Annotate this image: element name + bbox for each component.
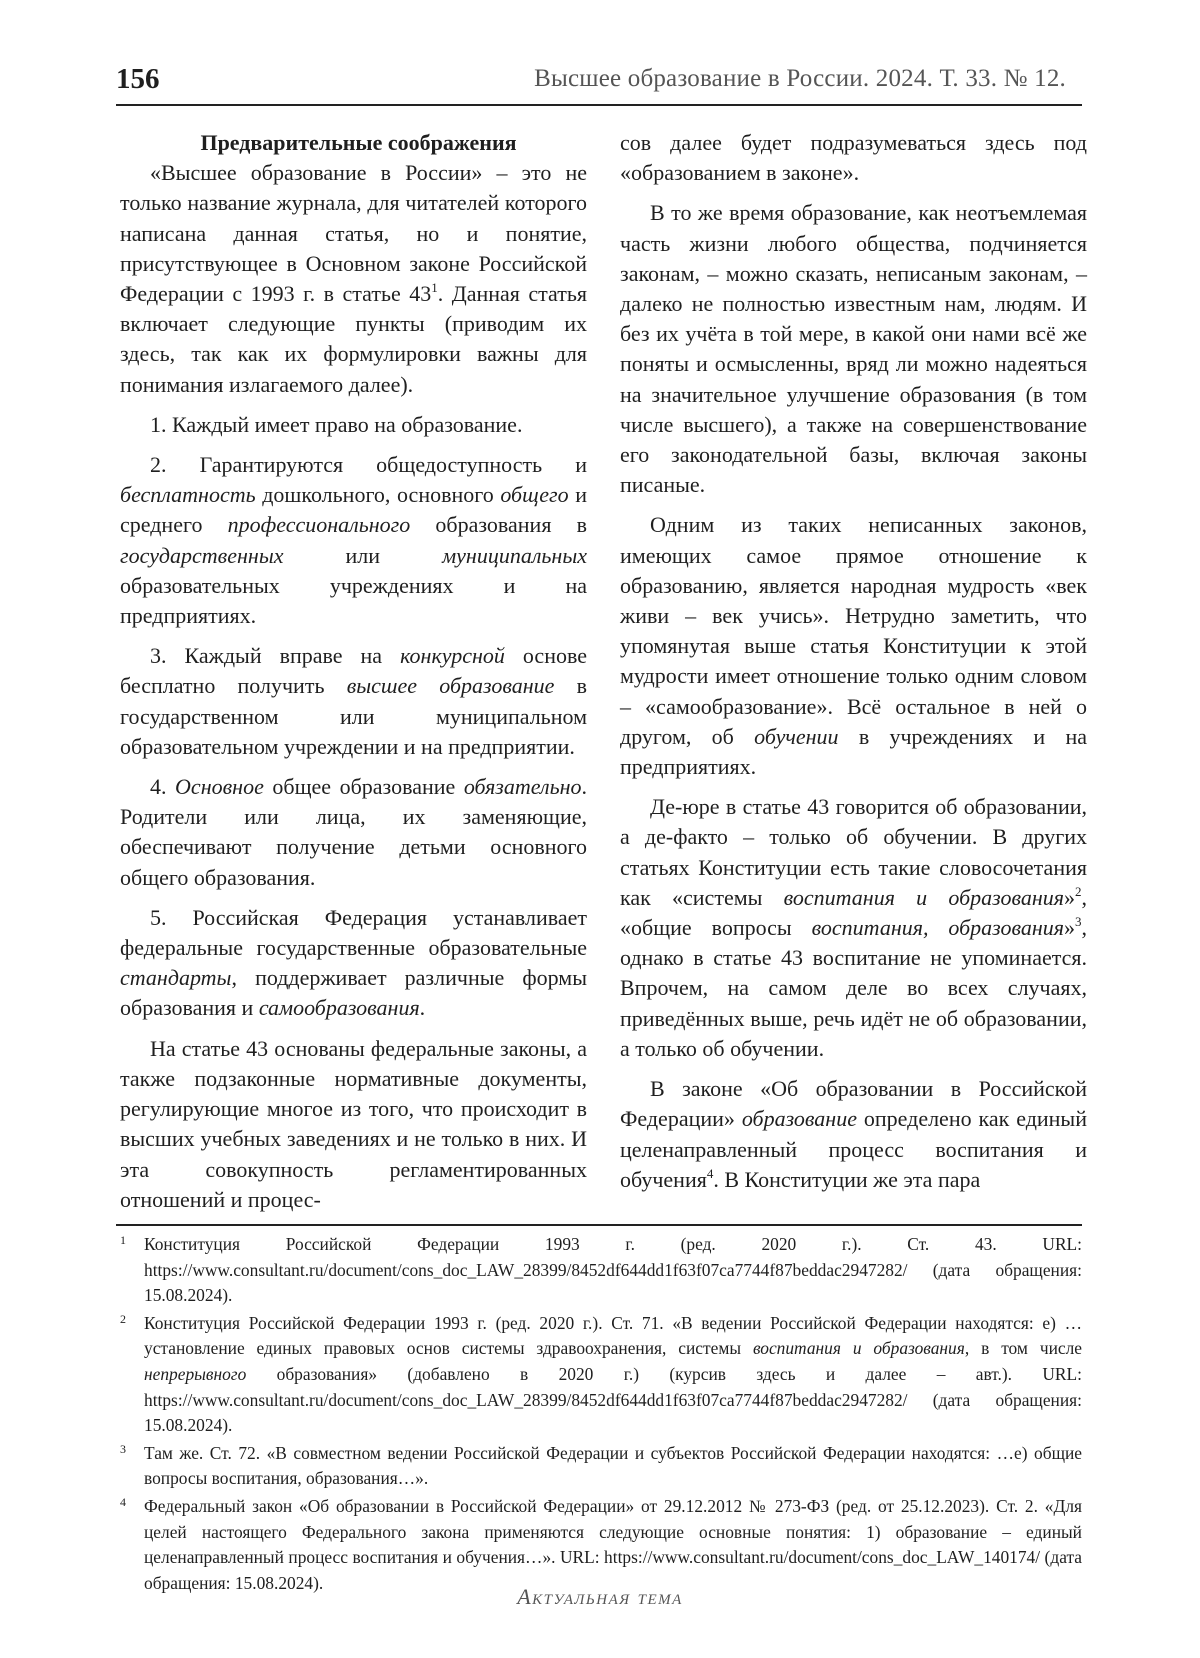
page-number: 156: [116, 63, 160, 95]
list-item: 4. Основное общее образование обязательно. Родители или лица, их заменяющие, обеспечивают получение детьми основного общего образования.: [120, 774, 588, 890]
paragraph: Одним из таких неписанных законов, имеющих самое прямое отношение к образованию, является народная мудрость «век живи – век учись». Нетрудно заметить, что упомянутая выше статья Конституции к этой мудрости имеет отношение только одним словом – «самообразование». Всё остальное в ней о другом, об обучении в учреждениях и на предприятиях.: [620, 512, 1087, 780]
paragraph: «Высшее образование в России» – это не только название журнала, для читателей которого написана данная статья, но и понятие, присутствующее в Основном законе Российской Федерации с 1993 г. в статье $43^1$. Данная статья включает следующие пункты (приводим их здесь, так как их формулировки важны для понимания излагаемого далее).: [120, 160, 587, 397]
left-column: [120, 128, 587, 1215]
footnote-rule: [116, 1224, 1082, 1226]
paragraph: сов далее будет подразумеваться здесь под «образованием в законе».: [620, 130, 1087, 186]
list-item: 3. Каждый вправе на конкурсной основе бесплатно получить высшее образование в государственном или муниципальном образовательном учреждении и на предприятии.: [120, 643, 588, 759]
footnote: 3 Там же. Ст. 72. «В совместном ведении Российской Федерации и субъектов Российской Федерации находятся: …е) общие вопросы воспитания, образования…».: [116, 1441, 1082, 1492]
footnote-ref[interactable]: 2: [1074, 883, 1082, 899]
running-title: Высшее образование в России. 2024. Т. 33. № 12.: [534, 65, 1066, 92]
paragraph: Де-юре в статье 43 говорится об образовании, а де-факто – только об обучении. В других статьях Конституции есть такие словосочетания как «системы воспитания и образования»$^2$, «общие вопросы воспитания, образования»$^3$, однако в статье 43 воспитание не упоминается. Впрочем, на самом деле во всех случаях, приведённых выше, речь идёт не об образовании, а только об обучении.: [620, 794, 1087, 1061]
footnote-ref[interactable]: 4: [706, 1165, 714, 1181]
footnote-mark: 4: [120, 1494, 126, 1509]
footnote: 2 Конституция Российской Федерации 1993 г. (ред. 2020 г.). Ст. 71. «В ведении Российской Федерации находятся: е) …установление единых правовых основ системы здравоохранения, системы воспитания и образования, в том числе непрерывного образования» (добавлено в 2020 г.) (курсив здесь и далее – авт.). URL: https://www.consultant.ru/document/cons_doc_LAW_28399/8452df644dd1f63f07ca7744f87beddac2947282/ (дата обращения: 15.08.2024).: [116, 1311, 1082, 1439]
list-item: 1. Каждый имеет право на образование.: [150, 411, 523, 437]
right-column: [620, 128, 1087, 1195]
footnote-ref[interactable]: 3: [1075, 914, 1082, 930]
footnote-mark: 3: [120, 1441, 126, 1456]
footnote-mark: 1: [120, 1233, 126, 1247]
paragraph: В то же время образование, как неотъемлемая часть жизни любого общества, подчиняется законам, – можно сказать, неписаным законам, – далеко не полностью известным нам, людям. И без их учёта в той мере, в какой они нами всё же поняты и осмысленны, вряд ли можно надеяться на значительное улучшение образования (в том числе высшего), а также на совершенствование его законодательной базы, включая законы писаные.: [620, 200, 1087, 498]
header-rule: [116, 104, 1082, 106]
paragraph: В законе «Об образовании в Российской Федерации» образование определено как единый целенаправленный процесс воспитания и обучения$^4$. В Конституции же эта пара: [620, 1076, 1087, 1192]
section-title: Предварительные соображения: [200, 130, 517, 155]
list-item: 2. Гарантируются общедоступность и бесплатность дошкольного, основного общего и среднего профессионального образования в государственных или муниципальных образовательных учреждениях и на предприятиях.: [120, 452, 587, 629]
footnote-ref[interactable]: 1: [431, 280, 438, 296]
paragraph: На статье 43 основаны федеральные законы, а также подзаконные нормативные документы, регулирующие многое из того, что происходит в высших учебных заведениях и не только в них. И эта совокупность регламентированных отношений и процес-: [120, 1035, 587, 1212]
footnotes: [116, 1232, 1082, 1598]
footnote-mark: 2: [120, 1311, 126, 1326]
page-header: [116, 58, 1082, 100]
list-item: 5. Российская Федерация устанавливает федеральные государственные образовательные стандарты, поддерживает различные формы образования и самообразования.: [120, 904, 587, 1021]
footnote: 4 Федеральный закон «Об образовании в Российской Федерации» от 29.12.2012 № 273-ФЗ (ред. от 25.12.2023). Ст. 2. «Для целей настоящего Федерального закона применяются следующие основные понятия: 1) образование – единый целенаправленный процесс воспитания и обучения…». URL: https://www.consultant.ru/document/cons_doc_LAW_140174/ (дата обращения: 15.08.2024).: [116, 1494, 1082, 1596]
footnote: 1 Конституция Российской Федерации 1993 г. (ред. 2020 г.). Ст. 43. URL: https://www.consultant.ru/document/cons_doc_LAW_28399/8452df644dd1f63f07ca7744f87beddac2947282/ (дата обращения: 15.08.2024).: [116, 1232, 1082, 1309]
page-footer: Актуальная тема: [517, 1584, 683, 1609]
